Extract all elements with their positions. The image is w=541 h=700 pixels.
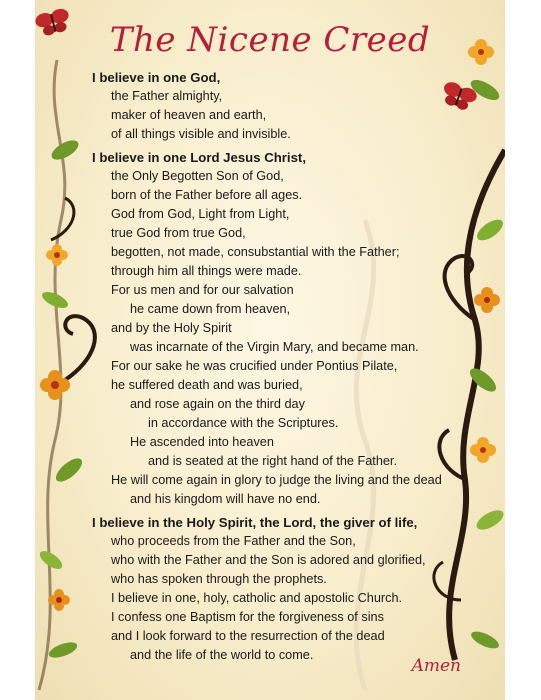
creed-line: the Father almighty, <box>111 89 223 103</box>
creed-line: in accordance with the Scriptures. <box>148 416 339 430</box>
creed-line: He ascended into heaven <box>130 435 274 449</box>
leaf-icon <box>52 454 86 485</box>
creed-line: he came down from heaven, <box>130 302 291 316</box>
stanza-heading: I believe in one Lord Jesus Christ, <box>92 150 306 165</box>
stanza-heading: I believe in the Holy Spirit, the Lord, the giver of life, <box>92 515 418 530</box>
creed-line: For our sake he was crucified under Pontius Pilate, <box>111 359 398 373</box>
creed-line: and is seated at the right hand of the Father. <box>148 454 397 468</box>
creed-line: For us men and for our salvation <box>111 283 294 297</box>
creed-line: I believe in one, holy, catholic and apostolic Church. <box>111 591 403 605</box>
stanza-heading: I believe in one God, <box>92 70 221 85</box>
creed-line: He will come again in glory to judge the living and the dead <box>111 473 442 487</box>
prayer-card <box>35 0 505 700</box>
creed-line: maker of heaven and earth, <box>111 108 267 122</box>
creed-line: and his kingdom will have no end. <box>130 492 321 506</box>
creed-line: born of the Father before all ages. <box>111 188 303 202</box>
creed-line: who proceeds from the Father and the Son, <box>111 534 356 548</box>
leaf-icon <box>47 639 79 661</box>
flower-icon <box>46 244 68 266</box>
creed-line: the Only Begotten Son of God, <box>111 169 284 183</box>
flower-icon <box>40 370 70 400</box>
creed-line: and rose again on the third day <box>130 397 305 411</box>
creed-line: was incarnate of the Virgin Mary, and became man. <box>130 340 419 354</box>
creed-line: who has spoken through the prophets. <box>111 572 327 586</box>
creed-line: who with the Father and the Son is adored and glorified, <box>111 553 426 567</box>
creed-line: he suffered death and was buried, <box>111 378 303 392</box>
creed-line: through him all things were made. <box>111 264 302 278</box>
left-curl-icon <box>65 316 95 380</box>
closing-amen: Amen <box>411 656 461 676</box>
creed-line: of all things visible and invisible. <box>111 127 291 141</box>
creed-line: I confess one Baptism for the forgiveness of sins <box>111 610 384 624</box>
page-title: The Nicene Creed <box>109 20 431 60</box>
creed-line: God from God, Light from Light, <box>111 207 290 221</box>
creed-line: begotten, not made, consubstantial with the Father; <box>111 245 400 259</box>
creed-line: true God from true God, <box>111 226 246 240</box>
creed-line: and I look forward to the resurrection of the dead <box>111 629 385 643</box>
leaf-icon <box>49 136 82 163</box>
creed-text <box>92 68 492 665</box>
creed-line: and the life of the world to come. <box>130 648 314 662</box>
creed-line: and by the Holy Spirit <box>111 321 232 335</box>
